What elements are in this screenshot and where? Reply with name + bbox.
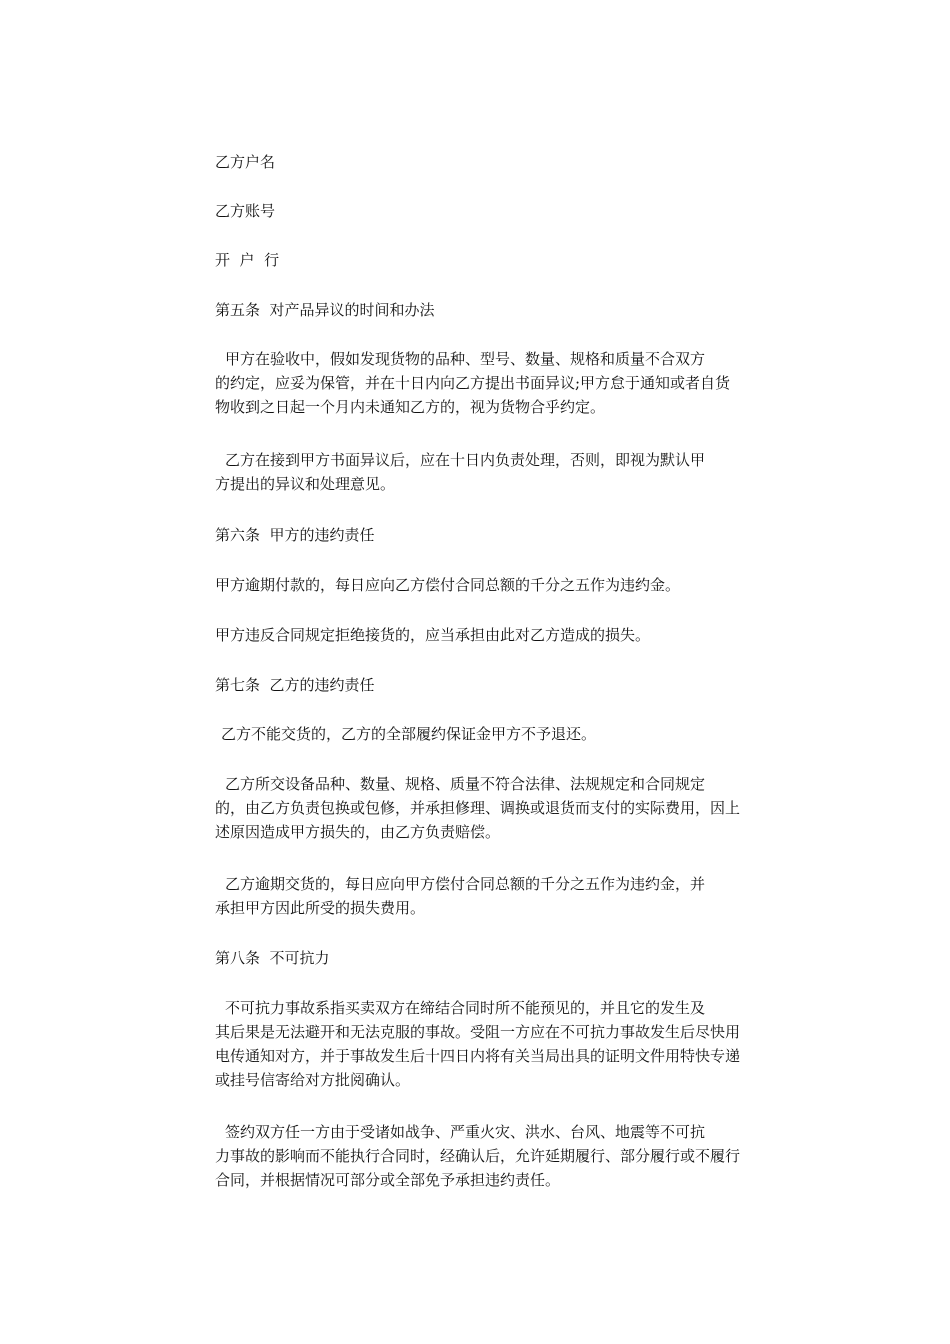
- text-line: 承担甲方因此所受的损失费用。: [215, 899, 426, 917]
- article-8-heading: 第八条 不可抗力: [215, 949, 330, 967]
- text-line: 的约定，应妥为保管，并在十日内向乙方提出书面异议;甲方怠于通知或者自货: [215, 374, 731, 392]
- article-8-paragraph-2: [215, 1120, 775, 1192]
- text-line: 述原因造成甲方损失的，由乙方负责赔偿。: [215, 823, 501, 841]
- article-5-heading: 第五条 对产品异议的时间和办法: [215, 301, 435, 319]
- article-7-heading: 第七条 乙方的违约责任: [215, 676, 375, 694]
- text-line: 签约双方任一方由于受诸如战争、严重火灾、洪水、台风、地震等不可抗: [225, 1123, 706, 1141]
- text-line: 不可抗力事故系指买卖双方在缔结合同时所不能预见的，并且它的发生及: [225, 999, 706, 1017]
- article-7-clause-1: 乙方不能交货的，乙方的全部履约保证金甲方不予退还。: [221, 725, 597, 743]
- text-line: 的，由乙方负责包换或包修，并承担修理、调换或退货而支付的实际费用，因上: [215, 799, 741, 817]
- article-8-paragraph-1: [215, 996, 775, 1092]
- party-b-account-number-label: 乙方账号: [215, 202, 276, 220]
- text-line: 乙方在接到甲方书面异议后，应在十日内负责处理，否则，即视为默认甲: [225, 451, 706, 469]
- article-6-clause-2: 甲方违反合同规定拒绝接货的，应当承担由此对乙方造成的损失。: [215, 626, 651, 644]
- text-line: 电传通知对方，并于事故发生后十四日内将有关当局出具的证明文件用特快专递: [215, 1047, 741, 1065]
- text-line: 力事故的影响而不能执行合同时，经确认后，允许延期履行、部分履行或不履行: [215, 1147, 741, 1165]
- text-line: 乙方所交设备品种、数量、规格、质量不符合法律、法规规定和合同规定: [225, 775, 706, 793]
- text-line: 乙方逾期交货的，每日应向甲方偿付合同总额的千分之五作为违约金，并: [225, 875, 706, 893]
- article-5-paragraph-1: [215, 347, 775, 419]
- text-line: 甲方在验收中，假如发现货物的品种、型号、数量、规格和质量不合双方: [225, 350, 706, 368]
- article-6-heading: 第六条 甲方的违约责任: [215, 526, 375, 544]
- article-7-paragraph-2: [215, 772, 775, 844]
- article-7-paragraph-3: [215, 872, 775, 920]
- article-6-clause-1: 甲方逾期付款的，每日应向乙方偿付合同总额的千分之五作为违约金。: [215, 576, 681, 594]
- text-line: 物收到之日起一个月内未通知乙方的，视为货物合乎约定。: [215, 398, 606, 416]
- text-line: 其后果是无法避开和无法克服的事故。受阻一方应在不可抗力事故发生后尽快用: [215, 1023, 741, 1041]
- text-line: 合同，并根据情况可部分或全部免予承担违约责任。: [215, 1171, 561, 1189]
- text-line: 或挂号信寄给对方批阅确认。: [215, 1071, 411, 1089]
- text-line: 方提出的异议和处理意见。: [215, 475, 396, 493]
- party-b-account-name-label: 乙方户名: [215, 153, 276, 171]
- article-5-paragraph-2: [215, 448, 775, 496]
- bank-label: 开 户 行: [215, 251, 280, 269]
